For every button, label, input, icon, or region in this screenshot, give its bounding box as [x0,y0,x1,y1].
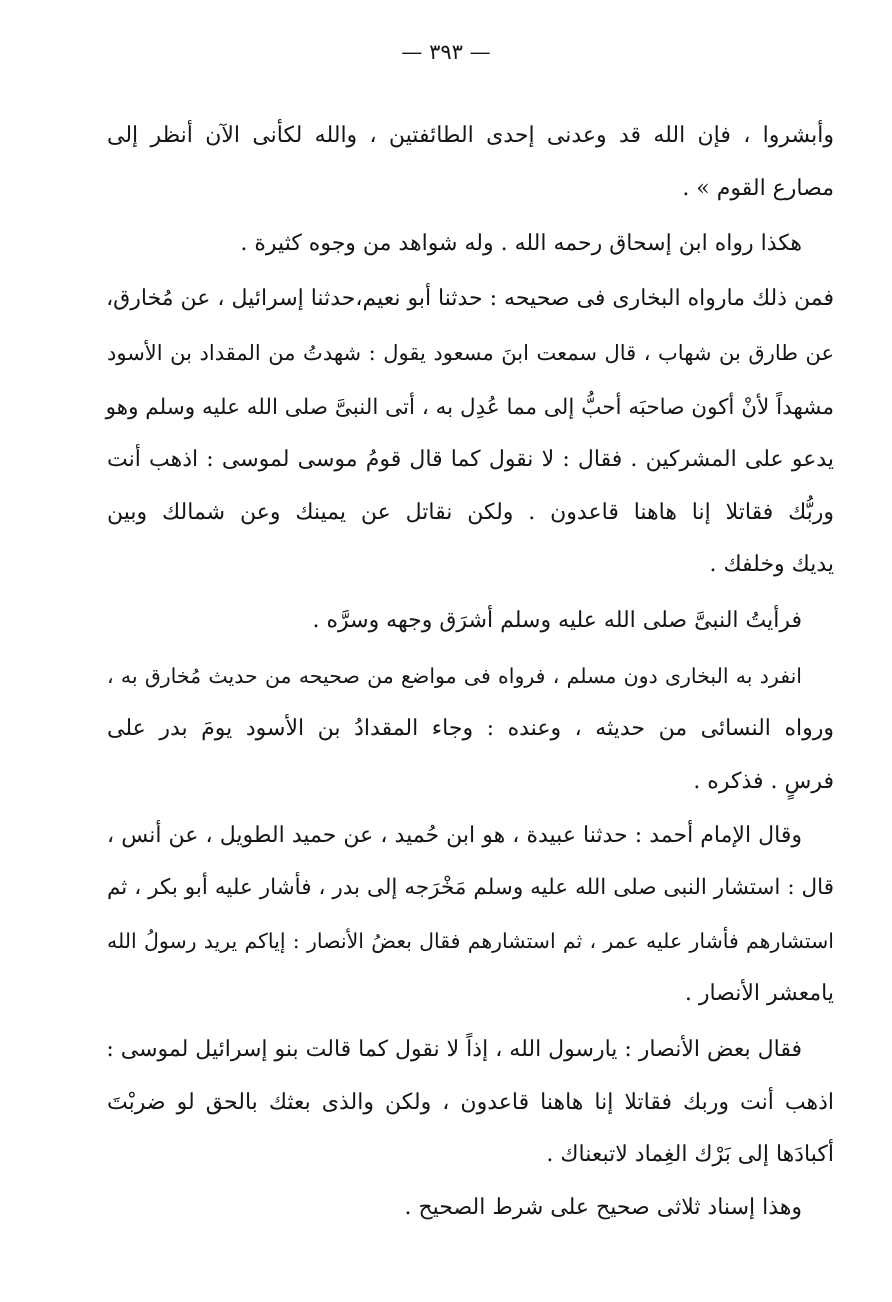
text-line-19: اذهب أنت وربك فقاتلا إنا هاهنا قاعدون ، ولكن والذى بعثك بالحق لو ضربْتَ [107,1090,834,1115]
text-line-17: يامعشر الأنصار . [684,981,834,1006]
text-line-8: وربُّك فقاتلا إنا هاهنا قاعدون . ولكن نقاتل عن يمينك وعن شمالك وبين [107,500,834,525]
text-line-1: وأبشروا ، فإن الله قد وعدنى إحدى الطائفتين ، والله لكأنى الآن أنظر إلى [107,123,834,148]
text-line-10: فرأيتُ النبىَّ صلى الله عليه وسلم أشرَق وجهه وسرَّه . [312,608,802,633]
page-number: — ٣٩٣ — [401,40,491,64]
text-line-11: انفرد به البخارى دون مسلم ، فرواه فى مواضع من صحيحه من حديث مُخارق به ، [107,664,802,688]
text-line-4: فمن ذلك مارواه البخارى فى صحيحه : حدثنا أبو نعيم،حدثنا إسرائيل ، عن مُخارق، [106,286,834,311]
text-line-18: فقال بعض الأنصار : يارسول الله ، إذاً لا نقول كما قالت بنو إسرائيل لموسى : [106,1037,802,1062]
text-line-15: قال : استشار النبى صلى الله عليه وسلم مَخْرَجه إلى بدر ، فأشار عليه أبو بكر ، ثم [107,875,834,900]
text-line-14: وقال الإمام أحمد : حدثنا عبيدة ، هو ابن حُميد ، عن حميد الطويل ، عن أنس ، [107,823,802,848]
text-line-7: يدعو على المشركين . فقال : لا نقول كما قال قومُ موسى لموسى : اذهب أنت [107,447,834,472]
text-line-5: عن طارق بن شهاب ، قال سمعت ابنَ مسعود يقول : شهدتُ من المقداد بن الأسود [107,341,834,365]
text-line-2: مصارع القوم » . [682,176,834,201]
text-line-3: هكذا رواه ابن إسحاق رحمه الله . وله شواهد من وجوه كثيرة . [240,231,802,256]
text-line-6: مشهداً لأنْ أكون صاحبَه أحبُّ إلى مما عُدِل به ، أتى النبىَّ صلى الله عليه وسلم وهو [105,395,834,420]
text-line-20: أكبادَها إلى بَرْك الغِماد لاتبعناك . [546,1142,834,1167]
text-line-21: وهذا إسناد ثلاثى صحيح على شرط الصحيح . [404,1195,802,1220]
text-line-9: يديك وخلفك . [709,552,834,577]
text-line-12: ورواه النسائى من حديثه ، وعنده : وجاء المقدادُ بن الأسود يومَ بدر على [107,716,834,741]
text-line-13: فرسٍ . فذكره . [693,769,834,794]
text-line-16: استشارهم فأشار عليه عمر ، ثم استشارهم فقال بعضُ الأنصار : إياكم يريد رسولُ الله [107,929,834,953]
